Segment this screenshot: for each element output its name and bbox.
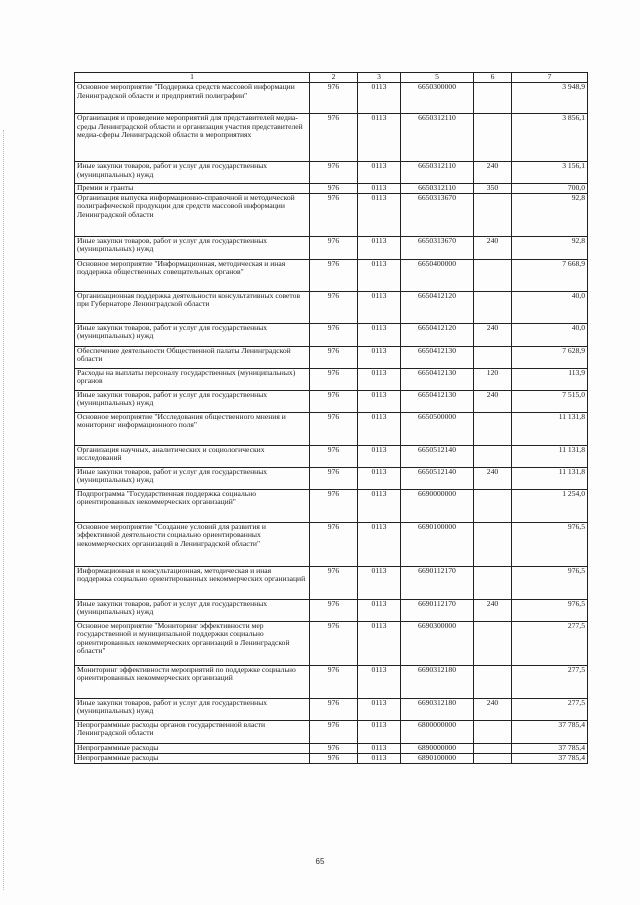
row-amount-cell: 37 785,4: [512, 753, 588, 763]
row-target-cell: 6690112170: [401, 599, 474, 621]
header-cell: 2: [310, 73, 358, 83]
row-name-cell: Основное мероприятие "Поддержка средств массовой информации Ленинградской области и предприятий полиграфии": [75, 83, 310, 114]
row-target-cell: 6650512140: [401, 445, 474, 467]
row-amount-cell: 7 515,0: [512, 390, 588, 412]
row-name-cell: Подпрограмма "Государственная поддержка социально ориентированных некоммерческих организаций": [75, 489, 310, 522]
row-amount-cell: 1 254,0: [512, 489, 588, 522]
row-target-cell: 6650412120: [401, 291, 474, 323]
row-code-cell: 976: [310, 346, 358, 368]
row-code-cell: 976: [310, 193, 358, 236]
row-target-cell: 6690000000: [401, 489, 474, 522]
row-section-cell: 0113: [358, 753, 401, 763]
row-name-cell: Иные закупки товаров, работ и услуг для государственных (муниципальных) нужд: [75, 162, 310, 184]
row-amount-cell: 7 628,9: [512, 346, 588, 368]
row-expense-type-cell: 120: [474, 368, 512, 390]
row-amount-cell: 277,5: [512, 665, 588, 698]
row-section-cell: 0113: [358, 259, 401, 291]
row-name-cell: Непрограммные расходы: [75, 753, 310, 763]
row-expense-type-cell: [474, 753, 512, 763]
row-name-cell: Организация научных, аналитических и социологических исследований: [75, 445, 310, 467]
header-cell: 3: [358, 73, 401, 83]
row-code-cell: 976: [310, 162, 358, 184]
table-row: [75, 743, 588, 753]
row-code-cell: 976: [310, 566, 358, 599]
row-section-cell: 0113: [358, 698, 401, 720]
table-row: [75, 346, 588, 368]
row-name-cell: Организационная поддержка деятельности консультативных советов при Губернаторе Ленинградской области: [75, 291, 310, 323]
row-target-cell: 6690312180: [401, 665, 474, 698]
table-row: [75, 291, 588, 323]
row-expense-type-cell: [474, 346, 512, 368]
row-code-cell: 976: [310, 665, 358, 698]
table-row: [75, 162, 588, 184]
row-amount-cell: 976,5: [512, 599, 588, 621]
row-code-cell: 976: [310, 522, 358, 566]
row-amount-cell: 11 131,8: [512, 445, 588, 467]
row-name-cell: Иные закупки товаров, работ и услуг для государственных (муниципальных) нужд: [75, 599, 310, 621]
row-section-cell: 0113: [358, 621, 401, 665]
row-section-cell: 0113: [358, 412, 401, 445]
table-row: [75, 566, 588, 599]
row-section-cell: 0113: [358, 665, 401, 698]
row-section-cell: 0113: [358, 193, 401, 236]
row-section-cell: 0113: [358, 390, 401, 412]
row-section-cell: 0113: [358, 522, 401, 566]
row-amount-cell: 40,0: [512, 323, 588, 346]
row-code-cell: 976: [310, 467, 358, 489]
row-expense-type-cell: [474, 114, 512, 162]
row-expense-type-cell: 240: [474, 162, 512, 184]
row-code-cell: 976: [310, 743, 358, 753]
table-row: [75, 323, 588, 346]
table-header-row: [75, 73, 588, 83]
row-target-cell: 6650313670: [401, 193, 474, 236]
row-expense-type-cell: 240: [474, 698, 512, 720]
row-expense-type-cell: 240: [474, 390, 512, 412]
row-expense-type-cell: [474, 291, 512, 323]
table-row: [75, 621, 588, 665]
row-name-cell: Непрограммные расходы: [75, 743, 310, 753]
row-name-cell: Основное мероприятие "Создание условий для развития и эффективной деятельности социально ориентированных некоммерческих организаций в Ленинградской области": [75, 522, 310, 566]
table-row: [75, 599, 588, 621]
table-row: [75, 193, 588, 236]
row-section-cell: 0113: [358, 323, 401, 346]
row-code-cell: 976: [310, 753, 358, 763]
table-row: [75, 665, 588, 698]
row-code-cell: 976: [310, 489, 358, 522]
row-expense-type-cell: 240: [474, 323, 512, 346]
row-target-cell: 6650400000: [401, 259, 474, 291]
budget-table: [74, 72, 588, 764]
row-target-cell: 6650300000: [401, 83, 474, 114]
row-target-cell: 6690312180: [401, 698, 474, 720]
row-target-cell: 6690300000: [401, 621, 474, 665]
header-cell: 7: [512, 73, 588, 83]
row-name-cell: Обеспечение деятельности Общественной палаты Ленинградской области: [75, 346, 310, 368]
table-row: [75, 489, 588, 522]
row-amount-cell: 37 785,4: [512, 743, 588, 753]
row-section-cell: 0113: [358, 291, 401, 323]
table-row: [75, 368, 588, 390]
row-section-cell: 0113: [358, 720, 401, 743]
row-target-cell: 6650313670: [401, 236, 474, 259]
row-section-cell: 0113: [358, 83, 401, 114]
table-row: [75, 412, 588, 445]
table-row: [75, 114, 588, 162]
row-code-cell: 976: [310, 412, 358, 445]
table-row: [75, 522, 588, 566]
table-row: [75, 698, 588, 720]
row-name-cell: Иные закупки товаров, работ и услуг для государственных (муниципальных) нужд: [75, 323, 310, 346]
scan-edge-mark: [3, 130, 4, 890]
row-section-cell: 0113: [358, 743, 401, 753]
row-expense-type-cell: 240: [474, 467, 512, 489]
row-code-cell: 976: [310, 291, 358, 323]
table-row: [75, 720, 588, 743]
row-target-cell: 6690112170: [401, 566, 474, 599]
row-code-cell: 976: [310, 390, 358, 412]
row-section-cell: 0113: [358, 346, 401, 368]
row-amount-cell: 11 131,8: [512, 467, 588, 489]
row-amount-cell: 277,5: [512, 621, 588, 665]
row-expense-type-cell: [474, 743, 512, 753]
row-expense-type-cell: [474, 621, 512, 665]
row-amount-cell: 37 785,4: [512, 720, 588, 743]
row-name-cell: Организация выпуска информационно-справочной и методической полиграфической продукции для средств массовой информации Ленинградской области: [75, 193, 310, 236]
row-expense-type-cell: [474, 445, 512, 467]
row-section-cell: 0113: [358, 445, 401, 467]
row-code-cell: 976: [310, 236, 358, 259]
row-amount-cell: 976,5: [512, 522, 588, 566]
table-row: [75, 467, 588, 489]
row-target-cell: 6800000000: [401, 720, 474, 743]
row-target-cell: 6650412130: [401, 390, 474, 412]
row-amount-cell: 3 948,9: [512, 83, 588, 114]
row-section-cell: 0113: [358, 236, 401, 259]
row-expense-type-cell: [474, 665, 512, 698]
row-name-cell: Основное мероприятие "Мониторинг эффективности мер государственной и муниципальной поддержки социально ориентированных некоммерческих организаций в Ленинградской области": [75, 621, 310, 665]
row-amount-cell: 700,0: [512, 184, 588, 194]
row-target-cell: 6650512140: [401, 467, 474, 489]
row-code-cell: 976: [310, 368, 358, 390]
table-row: [75, 445, 588, 467]
row-target-cell: 6650312110: [401, 184, 474, 194]
row-name-cell: Иные закупки товаров, работ и услуг для государственных (муниципальных) нужд: [75, 236, 310, 259]
row-name-cell: Иные закупки товаров, работ и услуг для государственных (муниципальных) нужд: [75, 698, 310, 720]
row-expense-type-cell: [474, 522, 512, 566]
row-target-cell: 6890000000: [401, 743, 474, 753]
row-name-cell: Информационная и консультационная, методическая и иная поддержка социально ориентированных некоммерческих организаций: [75, 566, 310, 599]
table-row: [75, 83, 588, 114]
row-expense-type-cell: 350: [474, 184, 512, 194]
row-target-cell: 6650312110: [401, 114, 474, 162]
header-cell: 6: [474, 73, 512, 83]
row-name-cell: Организация и проведение мероприятий для представителей медиа-среды Ленинградской области и организация участия представителей медиа-сферы Ленинградской области в мероприятиях: [75, 114, 310, 162]
row-section-cell: 0113: [358, 599, 401, 621]
row-target-cell: 6650500000: [401, 412, 474, 445]
table-row: [75, 236, 588, 259]
row-amount-cell: 92,8: [512, 193, 588, 236]
row-amount-cell: 976,5: [512, 566, 588, 599]
row-section-cell: 0113: [358, 566, 401, 599]
row-expense-type-cell: [474, 412, 512, 445]
table-row: [75, 390, 588, 412]
row-code-cell: 976: [310, 621, 358, 665]
row-amount-cell: 92,8: [512, 236, 588, 259]
row-section-cell: 0113: [358, 489, 401, 522]
row-target-cell: 6650412120: [401, 323, 474, 346]
row-name-cell: Основное мероприятие "Исследования общественного мнения и мониторинг информационного поля": [75, 412, 310, 445]
row-amount-cell: 7 668,9: [512, 259, 588, 291]
row-code-cell: 976: [310, 83, 358, 114]
header-cell: 5: [401, 73, 474, 83]
row-expense-type-cell: [474, 83, 512, 114]
row-code-cell: 976: [310, 114, 358, 162]
row-target-cell: 6690100000: [401, 522, 474, 566]
row-section-cell: 0113: [358, 184, 401, 194]
row-expense-type-cell: [474, 566, 512, 599]
row-code-cell: 976: [310, 698, 358, 720]
row-target-cell: 6650312110: [401, 162, 474, 184]
row-name-cell: Иные закупки товаров, работ и услуг для государственных (муниципальных) нужд: [75, 467, 310, 489]
row-target-cell: 6650412130: [401, 346, 474, 368]
table-row: [75, 753, 588, 763]
row-expense-type-cell: [474, 720, 512, 743]
row-name-cell: Расходы на выплаты персоналу государственных (муниципальных) органов: [75, 368, 310, 390]
table-row: [75, 184, 588, 194]
row-name-cell: Иные закупки товаров, работ и услуг для государственных (муниципальных) нужд: [75, 390, 310, 412]
row-target-cell: 6890100000: [401, 753, 474, 763]
row-amount-cell: 113,9: [512, 368, 588, 390]
row-section-cell: 0113: [358, 162, 401, 184]
row-name-cell: Премии и гранты: [75, 184, 310, 194]
header-cell: 1: [75, 73, 310, 83]
row-expense-type-cell: 240: [474, 599, 512, 621]
row-name-cell: Мониторинг эффективности мероприятий по поддержке социально ориентированных некоммерческих организаций: [75, 665, 310, 698]
row-amount-cell: 3 856,1: [512, 114, 588, 162]
row-code-cell: 976: [310, 599, 358, 621]
row-amount-cell: 277,5: [512, 698, 588, 720]
row-expense-type-cell: [474, 259, 512, 291]
row-code-cell: 976: [310, 259, 358, 291]
row-code-cell: 976: [310, 184, 358, 194]
row-code-cell: 976: [310, 720, 358, 743]
row-target-cell: 6650412130: [401, 368, 474, 390]
row-section-cell: 0113: [358, 467, 401, 489]
row-expense-type-cell: [474, 193, 512, 236]
page-number: 65: [315, 857, 325, 866]
row-amount-cell: 40,0: [512, 291, 588, 323]
row-expense-type-cell: [474, 489, 512, 522]
row-code-cell: 976: [310, 323, 358, 346]
table-row: [75, 259, 588, 291]
row-expense-type-cell: 240: [474, 236, 512, 259]
row-amount-cell: 3 156,1: [512, 162, 588, 184]
row-name-cell: Основное мероприятие "Информационная, методическая и иная поддержка общественных совещательных органов": [75, 259, 310, 291]
row-name-cell: Непрограммные расходы органов государственной власти Ленинградской области: [75, 720, 310, 743]
row-section-cell: 0113: [358, 368, 401, 390]
row-code-cell: 976: [310, 445, 358, 467]
row-section-cell: 0113: [358, 114, 401, 162]
row-amount-cell: 11 131,8: [512, 412, 588, 445]
